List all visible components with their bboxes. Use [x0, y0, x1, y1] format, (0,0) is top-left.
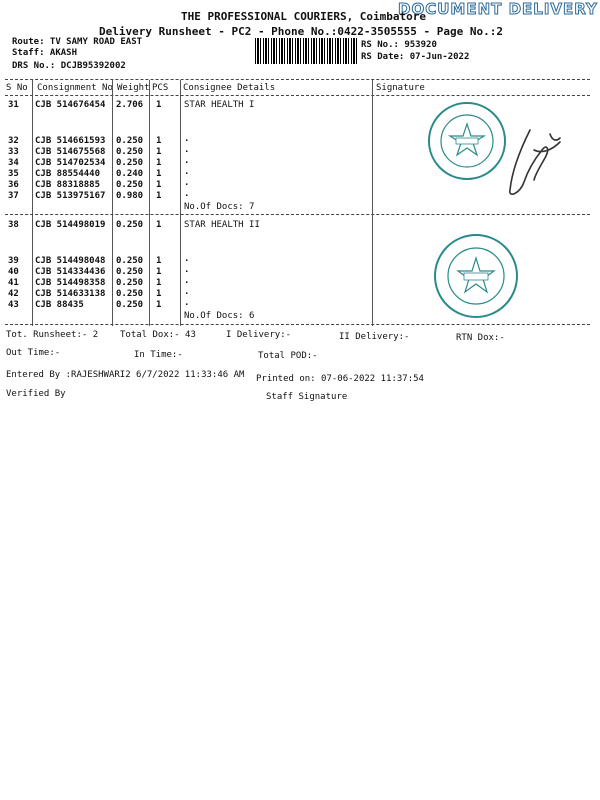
weight: 0.250	[116, 220, 144, 230]
route-label: Route: TV SAMY ROAD EAST	[12, 37, 143, 47]
sno: 36	[8, 180, 19, 190]
consignee-detail: .	[184, 134, 190, 144]
consignee-detail: .	[184, 254, 190, 264]
consignee-detail: .	[184, 156, 190, 166]
pcs: 1	[156, 220, 162, 230]
consignee-detail: .	[184, 276, 190, 286]
docs-count: No.Of Docs: 6	[184, 311, 255, 321]
ii-delivery: II Delivery:-	[339, 332, 410, 342]
weight: 0.980	[116, 191, 144, 201]
consignee-detail: .	[184, 298, 190, 308]
weight: 0.250	[116, 278, 144, 288]
consignment-no: CJB 514498048	[35, 256, 106, 266]
total-runsheet: Tot. Runsheet:- 2	[6, 330, 99, 340]
column-line	[32, 80, 33, 326]
verified-by: Verified By	[6, 389, 66, 399]
consignee-detail: .	[184, 287, 190, 297]
consignment-no: CJB 514498358	[35, 278, 106, 288]
consignee-detail: .	[184, 178, 190, 188]
weight: 0.240	[116, 169, 144, 179]
company-title: THE PROFESSIONAL COURIERS, Coimbatore	[181, 10, 427, 23]
consignment-no: CJB 514633138	[35, 289, 106, 299]
sno: 40	[8, 267, 19, 277]
weight: 2.706	[116, 100, 144, 110]
pcs: 1	[156, 256, 162, 266]
sno: 38	[8, 220, 19, 230]
insurance-seal-icon	[432, 232, 520, 320]
sno: 42	[8, 289, 19, 299]
divider	[5, 214, 590, 215]
pcs: 1	[156, 158, 162, 168]
column-line	[149, 80, 150, 326]
col-header-weight: Weight	[117, 83, 150, 93]
weight: 0.250	[116, 267, 144, 277]
column-line	[112, 80, 113, 326]
consignment-no: CJB 88435	[35, 300, 84, 310]
rs-number: RS No.: 953920	[361, 40, 437, 50]
consignment-no: CJB 514702534	[35, 158, 106, 168]
col-header-sno: S No	[6, 83, 28, 93]
sno: 31	[8, 100, 19, 110]
consignee-detail: .	[184, 145, 190, 155]
col-header-consignee: Consignee Details	[183, 83, 276, 93]
sno: 39	[8, 256, 19, 266]
consignee-detail: .	[184, 189, 190, 199]
consignment-no: CJB 514498019	[35, 220, 106, 230]
weight: 0.250	[116, 147, 144, 157]
pcs: 1	[156, 191, 162, 201]
sno: 33	[8, 147, 19, 157]
sno: 32	[8, 136, 19, 146]
drs-number: DRS No.: DCJB95392002	[12, 61, 126, 71]
col-header-signature: Signature	[376, 83, 425, 93]
consignment-no: CJB 513975167	[35, 191, 106, 201]
consignee-detail: .	[184, 167, 190, 177]
printed-on: Printed on: 07-06-2022 11:37:54	[256, 374, 424, 384]
consignment-no: CJB 88318885	[35, 180, 101, 190]
weight: 0.250	[116, 158, 144, 168]
sno: 35	[8, 169, 19, 179]
pcs: 1	[156, 169, 162, 179]
rs-date: RS Date: 07-Jun-2022	[361, 52, 470, 62]
i-delivery: I Delivery:-	[226, 330, 292, 340]
column-line	[372, 80, 373, 326]
document-delivery-stamp: DOCUMENT DELIVERY	[398, 0, 598, 18]
pcs: 1	[156, 267, 162, 277]
handwritten-signature	[490, 120, 570, 200]
sno: 41	[8, 278, 19, 288]
in-time: In Time:-	[134, 350, 183, 360]
divider	[5, 95, 590, 96]
col-header-consignment: Consignment No	[37, 83, 113, 93]
divider	[5, 79, 590, 80]
divider	[5, 324, 590, 325]
weight: 0.250	[116, 289, 144, 299]
out-time: Out Time:-	[6, 348, 61, 358]
consignment-no: CJB 514661593	[35, 136, 106, 146]
consignment-no: CJB 88554440	[35, 169, 101, 179]
consignee-name: STAR HEALTH II	[184, 220, 260, 230]
sno: 34	[8, 158, 19, 168]
staff-label: Staff: AKASH	[12, 48, 78, 58]
total-dox: Total Dox:- 43	[120, 330, 196, 340]
consignment-no: CJB 514334436	[35, 267, 106, 277]
weight: 0.250	[116, 180, 144, 190]
sno: 37	[8, 191, 19, 201]
consignee-detail: .	[184, 265, 190, 275]
pcs: 1	[156, 300, 162, 310]
entered-by: Entered By :RAJESHWARI2 6/7/2022 11:33:46 AM	[6, 370, 245, 380]
runsheet-title: Delivery Runsheet - PC2 - Phone No.:0422-3505555 - Page No.:2	[99, 25, 503, 38]
rtn-dox: RTN Dox:-	[456, 333, 505, 343]
consignee-name: STAR HEALTH I	[184, 100, 255, 110]
weight: 0.250	[116, 256, 144, 266]
pcs: 1	[156, 147, 162, 157]
pcs: 1	[156, 136, 162, 146]
pcs: 1	[156, 180, 162, 190]
consignment-no: CJB 514675568	[35, 147, 106, 157]
consignment-no: CJB 514676454	[35, 100, 106, 110]
weight: 0.250	[116, 136, 144, 146]
column-line	[180, 80, 181, 326]
col-header-pcs: PCS	[152, 83, 169, 93]
weight: 0.250	[116, 300, 144, 310]
pcs: 1	[156, 100, 162, 110]
sno: 43	[8, 300, 19, 310]
barcode	[255, 38, 357, 64]
total-pod: Total POD:-	[258, 351, 318, 361]
pcs: 1	[156, 289, 162, 299]
pcs: 1	[156, 278, 162, 288]
staff-signature: Staff Signature	[266, 392, 348, 402]
docs-count: No.Of Docs: 7	[184, 202, 255, 212]
